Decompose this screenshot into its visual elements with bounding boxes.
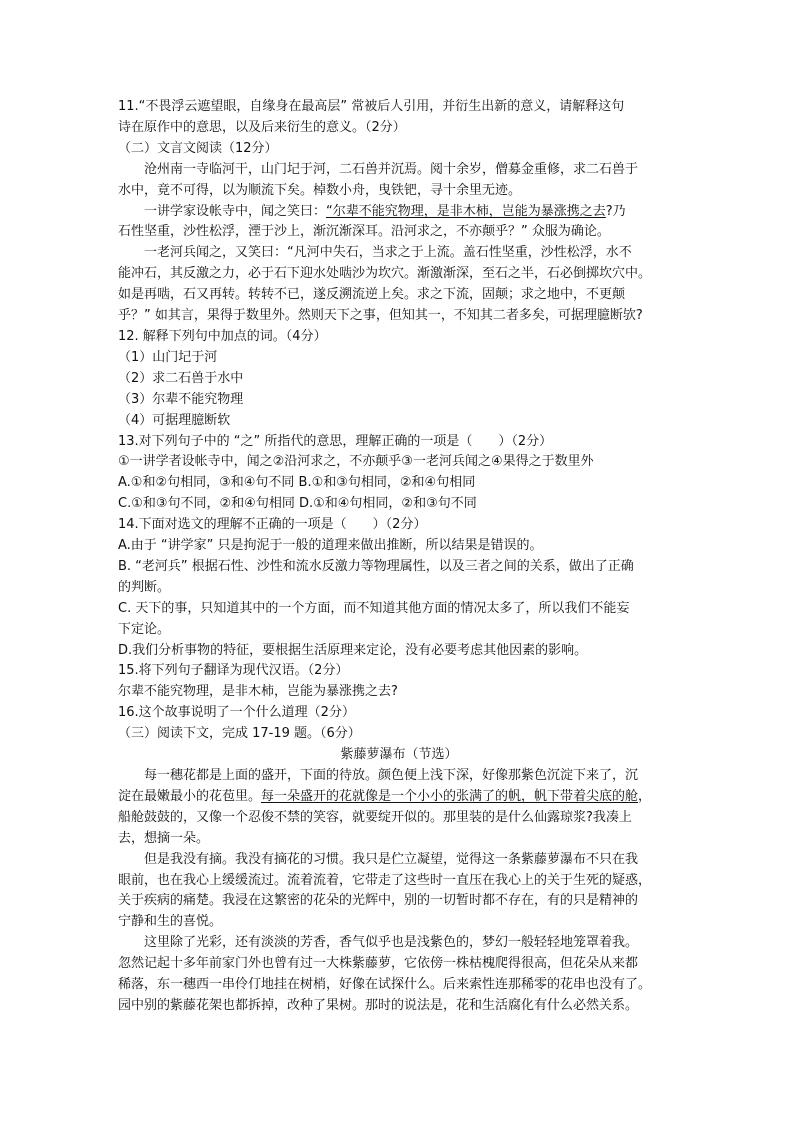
text-line: 能冲石，其反激之力，必于石下迎水处啮沙为坎穴。渐激渐深，至石之半，石必倒掷坎穴中。 — [118, 266, 652, 282]
text-line: 乎？” 如其言，果得于数里外。然则天下之事，但知其一，不知其二者多矣，可据理臆断欤? — [118, 308, 643, 324]
text-line: （4）可据理臆断软 — [118, 412, 231, 428]
text-line — [118, 787, 680, 808]
exam-page — [118, 97, 680, 1017]
text-line: 11.“不畏浮云遮望眼，自缘身在最高层” 常被后人引用，并衍生出新的意义，请解释这句 — [118, 99, 625, 114]
text-line: 船舱鼓鼓的，又像一个忍俊不禁的笑容，就要绽开似的。那里装的是什么仙露琼浆?我凑上 — [118, 809, 632, 825]
plain-text: ?乃 — [605, 203, 626, 219]
text-line: 园中别的紫藤花架也都拆掉，改种了果树。那时的说法是，花和生活腐化有什么必然关系。 — [118, 997, 639, 1013]
text-line — [118, 202, 680, 223]
underlined-text: “尔辈不能究物理，是非木柿，岂能为暴涨携之去 — [326, 203, 606, 219]
text-line: （二）文言文阅读（12分） — [118, 140, 278, 156]
text-line: 忽然记起十多年前家门外也曾有过一大株紫藤萝，它依傍一株枯槐爬得很高，但花朵从来都 — [118, 956, 639, 972]
plain-text: 淀在最嫩最小的花苞里。 — [118, 788, 262, 804]
text-line: 宁静和生的喜悦。 — [118, 914, 223, 930]
text-line: 诗在原作中的意思，以及后来衍生的意义。（2分） — [118, 119, 406, 135]
text-line: 这里除了光彩，还有淡淡的芳香，香气似乎也是浅紫色的，梦幻一般轻轻地笼罩着我。 — [144, 935, 639, 951]
text-line: （三）阅读下文，完成 17-19 题。（6分） — [118, 726, 361, 742]
text-line: 12. 解释下列句中加点的词。（4分） — [118, 328, 327, 344]
text-line: D.我们分析事物的特征，要根据生活原理来定论，没有必要考虑其他因素的影响。 — [118, 642, 588, 658]
text-line: 水中，竟不可得，以为顺流下矣。棹数小舟，曳铁钯，寻十余里无迹。 — [118, 182, 522, 198]
text-line: C.①和③句不同，②和④句相同 D.①和④句相同，②和③句不同 — [118, 496, 477, 512]
text-line: 每一穗花都是上面的盛开，下面的待放。颜色便上浅下深，好像那紫色沉淀下来了，沉 — [144, 768, 639, 783]
text-line: 关于疾病的痛楚。我浸在这繁密的花朵的光辉中，别的一切暂时都不存在，有的只是精神的 — [118, 893, 639, 909]
plain-text: 一讲学家设帐寺中，闻之笑曰： — [144, 203, 327, 219]
text-line: 15.将下列句子翻译为现代汉语。（2分） — [118, 663, 349, 679]
text-line: A.由于 “讲学家” 只是拘泥于一般的道理来做出推断，所以结果是错误的。 — [118, 538, 543, 554]
text-line: 但是我没有摘。我没有摘花的习惯。我只是伫立凝望，觉得这一条紫藤萝瀑布不只在我 — [144, 851, 639, 867]
text-line: 尔辈不能究物理，是非木柿，岂能为暴涨携之去? — [118, 684, 398, 700]
text-line: 下定论。 — [118, 621, 171, 637]
text-line: 14.下面对选文的理解不正确的一项是（ ）（2分） — [118, 517, 427, 533]
text-line: A.①和②句相同，③和④句不同 B.①和③句相同，②和④句相同 — [118, 475, 476, 491]
text-line: 一老河兵闻之，又笑曰：“凡河中失石，当求之于上流。盖石性坚重，沙性松浮，水不 — [144, 245, 632, 261]
text-line: 石性坚重，沙性松浮，湮于沙上，渐沉渐深耳。沿河求之，不亦颠乎？” 众服为确论。 — [118, 224, 610, 240]
text-line: （1）山门圮于河 — [118, 349, 218, 365]
text-line: （3）尔辈不能究物理 — [118, 391, 244, 407]
text-line: 稀落，东一穗西一串伶仃地挂在树梢，好像在试探什么。后来索性连那稀零的花串也没有了。 — [118, 977, 652, 993]
text-line: 16.这个故事说明了一个什么道理（2分） — [118, 705, 355, 721]
text-line: 去，想摘一朵。 — [118, 830, 210, 846]
text-line: 的判断。 — [118, 579, 171, 595]
text-line: 如是再啮，石又再转。转转不已，遂反溯流逆上矣。求之下流，固颠；求之地中，不更颠 — [118, 287, 626, 303]
text-line: 13.对下列句子中的 “之” 所指代的意思，理解正确的一项是（ ）（2分） — [118, 433, 553, 449]
text-line: 沧州南一寺临河干，山门圮于河，二石兽并沉焉。阅十余岁，僧募金重修，求二石兽于 — [144, 161, 639, 177]
underlined-text: 每一朵盛开的花就像是一个小小的张满了的帆，帆下带着尖底的舱 — [261, 788, 639, 804]
plain-text: ， — [638, 788, 652, 804]
passage-title: 紫藤萝瀑布（节选） — [340, 747, 458, 763]
text-line: C. 天下的事，只知道其中的一个方面，而不知道其他方面的情况太多了，所以我们不能妄 — [118, 600, 630, 616]
text-line: B. “老河兵” 根据石性、沙性和流水反激力等物理属性，以及三者之间的关系，做出了正确 — [118, 558, 634, 574]
text-line: （2）求二石兽于水中 — [118, 370, 244, 386]
text-line: ①一讲学者设帐寺中，闻之②沿河求之，不亦颠乎③一老河兵闻之④果得之于数里外 — [118, 454, 594, 470]
text-line: 眼前，也在我心上缓缓流过。流着流着，它带走了这些时一直压在我心上的关于生死的疑惑， — [118, 872, 652, 888]
